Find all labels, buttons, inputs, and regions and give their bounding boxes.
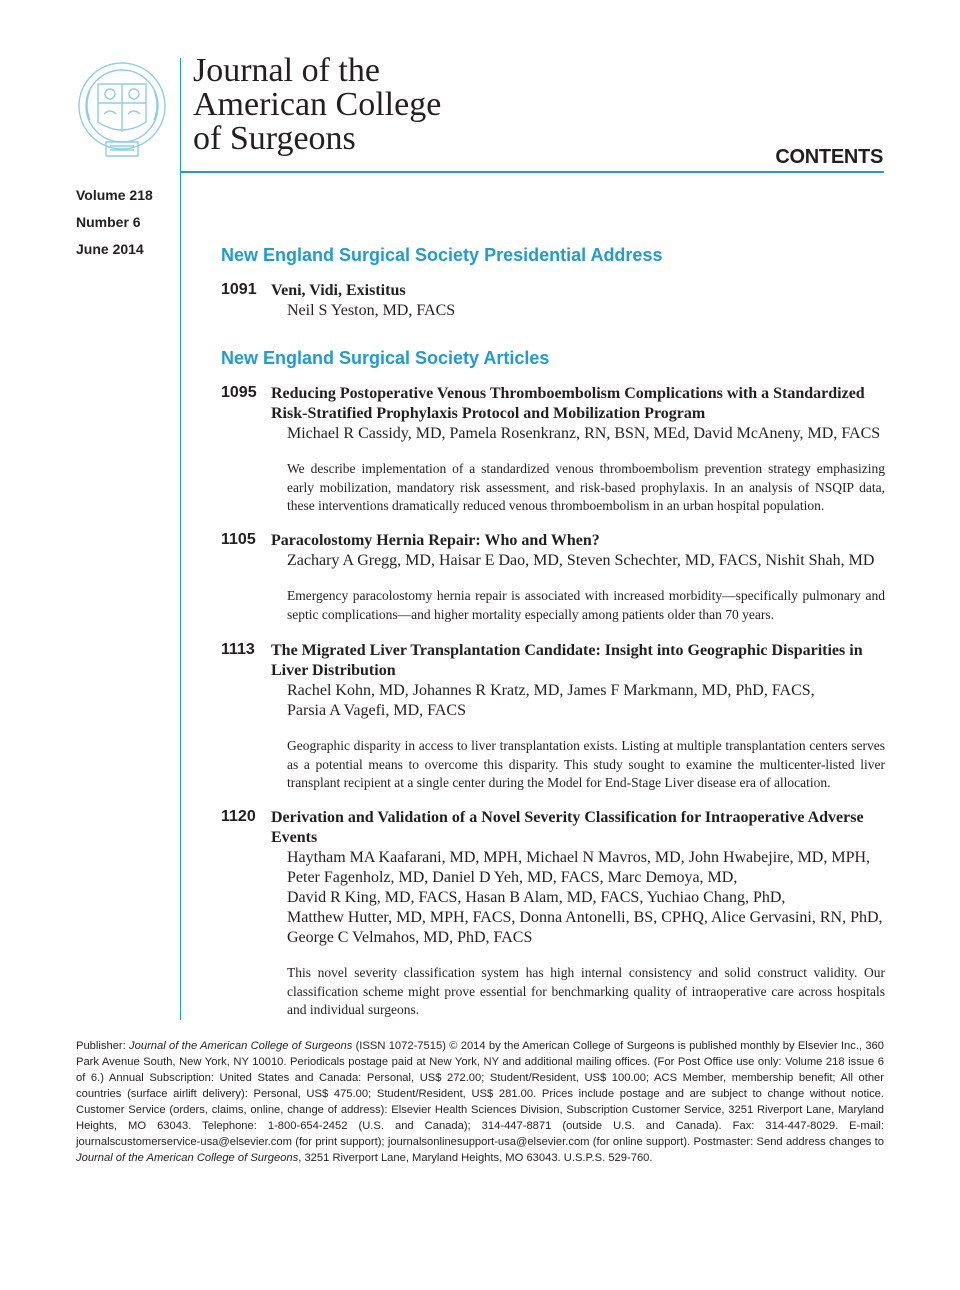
article-authors: Rachel Kohn, MD, Johannes R Kratz, MD, James F Markmann, MD, PhD, FACS, <box>287 682 815 699</box>
article-title[interactable]: Derivation and Validation of a Novel Severity Classification for Intraoperative Adverse Events <box>271 809 864 846</box>
article-title[interactable]: Paracolostomy Hernia Repair: Who and When? <box>271 532 600 549</box>
article-authors: George C Velmahos, MD, PhD, FACS <box>287 929 533 946</box>
toc-entry[interactable] <box>221 384 885 516</box>
issue-number: Number 6 <box>76 214 141 230</box>
page-number: 1095 <box>221 384 257 401</box>
journal-title <box>193 54 441 156</box>
article-abstract: We describe implementation of a standardized venous thromboembolism prevention strategy emphasizing early mobilization, mandatory risk assessment, and risk-based prophylaxis. In an analysis of NSQIP data, these interventions dramatically reduced venous thromboembolism in an urban hospital population. <box>287 461 885 513</box>
toc-entry[interactable] <box>221 281 885 321</box>
footer-text: (ISSN 1072-7515) © 2014 by the American College of Surgeons is published monthly by Elsevier Inc., 360 Park Avenue South, New York, NY 10010. Periodicals postage paid at New York, NY and additional mailing offices. (For Post Office use only: Volume 218 issue 6 of 6.) Annual Subscription: United States and Canada: Personal, US$ 272.00; Student/Resident, US$ 100.00; ACS Member, membership benefit; All other countries (surface airlift delivery): Personal, US$ 475.00; Student/Resident, US$ 281.00. Prices include postage and are subject to change without notice. Customer Service (orders, claims, online, change of address): Elsevier Health Sciences Division, Subscription Customer Service, 3251 Riverport Lane, Maryland Heights, MO 63043. Telephone: 1-800-654-2452 (U.S. and Canada); 314-447-8871 (outside U.S. and Canada). Fax: 314-447-8029. E-mail: journalscustomerservice-usa@elsevier.com (for print support); journalsonlinesupport-usa@elsevier.com (for online support). Postmaster: Send address changes to <box>76 1040 884 1148</box>
article-authors: Peter Fagenholz, MD, Daniel D Yeh, MD, FACS, Marc Demoya, MD, <box>287 869 738 886</box>
footer-publisher-label: Publisher: <box>76 1040 130 1052</box>
article-authors: Zachary A Gregg, MD, Haisar E Dao, MD, Steven Schechter, MD, FACS, Nishit Shah, MD <box>287 552 875 569</box>
article-authors: Matthew Hutter, MD, MPH, FACS, Donna Antonelli, BS, CPHQ, Alice Gervasini, RN, PhD, <box>287 909 883 926</box>
contents-label: CONTENTS <box>775 146 883 168</box>
college-seal-logo <box>76 58 168 162</box>
article-authors: David R King, MD, FACS, Hasan B Alam, MD, FACS, Yuchiao Chang, PhD, <box>287 889 786 906</box>
toc-entry[interactable] <box>221 531 885 624</box>
article-title[interactable]: Veni, Vidi, Existitus <box>271 282 406 299</box>
section-title-presidential-address: New England Surgical Society Presidential Address <box>221 245 663 265</box>
page-number: 1113 <box>221 641 255 658</box>
footer-journal-name: Journal of the American College of Surgeons <box>129 1040 353 1052</box>
article-title[interactable]: Reducing Postoperative Venous Thromboembolism Complications with a Standardized Risk-Stratified Prophylaxis Protocol and Mobilization Program <box>271 385 865 422</box>
header-vertical-rule <box>180 58 181 1020</box>
footer-journal-name: Journal of the American College of Surgeons <box>76 1152 299 1164</box>
journal-title-line: of Surgeons <box>193 120 356 157</box>
article-abstract: This novel severity classification system has high internal consistency and solid construct validity. Our classification scheme might prove essential for benchmarking quality of intraoperative care across hospitals and individual surgeons. <box>287 965 885 1017</box>
article-authors: Michael R Cassidy, MD, Pamela Rosenkranz, RN, BSN, MEd, David McAneny, MD, FACS <box>287 425 881 442</box>
toc-entry[interactable] <box>221 641 885 793</box>
college-seal-icon <box>76 58 168 162</box>
toc-entry[interactable] <box>221 808 885 1020</box>
issue-date: June 2014 <box>76 241 144 257</box>
article-abstract: Geographic disparity in access to liver transplantation exists. Listing at multiple transplantation centers serves as a potential means to overcome this disparity. This study sought to examine the multicenter-listed liver transplant recipient at a single center during the Model for End-Stage Liver disease era of allocation. <box>287 738 885 790</box>
article-authors: Parsia A Vagefi, MD, FACS <box>287 702 466 719</box>
article-abstract: Emergency paracolostomy hernia repair is associated with increased morbidity—specifically pulmonary and septic complications—and higher mortality especially among patients older than 70 years. <box>287 588 885 622</box>
article-authors: Neil S Yeston, MD, FACS <box>287 302 456 319</box>
issue-volume: Volume 218 <box>76 187 153 203</box>
article-authors: Haytham MA Kaafarani, MD, MPH, Michael N Mavros, MD, John Hwabejire, MD, MPH, <box>287 849 871 866</box>
footer-text: , 3251 Riverport Lane, Maryland Heights, MO 63043. U.S.P.S. 529-760. <box>298 1152 653 1164</box>
journal-title-line: American College <box>193 86 442 123</box>
section-title-articles: New England Surgical Society Articles <box>221 348 550 368</box>
article-title[interactable]: The Migrated Liver Transplantation Candidate: Insight into Geographic Disparities in Liver Distribution <box>271 642 863 679</box>
publisher-footer <box>76 1038 884 1166</box>
journal-title-line: Journal of the <box>193 52 380 89</box>
contents-rule <box>180 171 884 173</box>
page-number: 1105 <box>221 531 256 548</box>
page-number: 1120 <box>221 808 256 825</box>
page-number: 1091 <box>221 281 257 298</box>
